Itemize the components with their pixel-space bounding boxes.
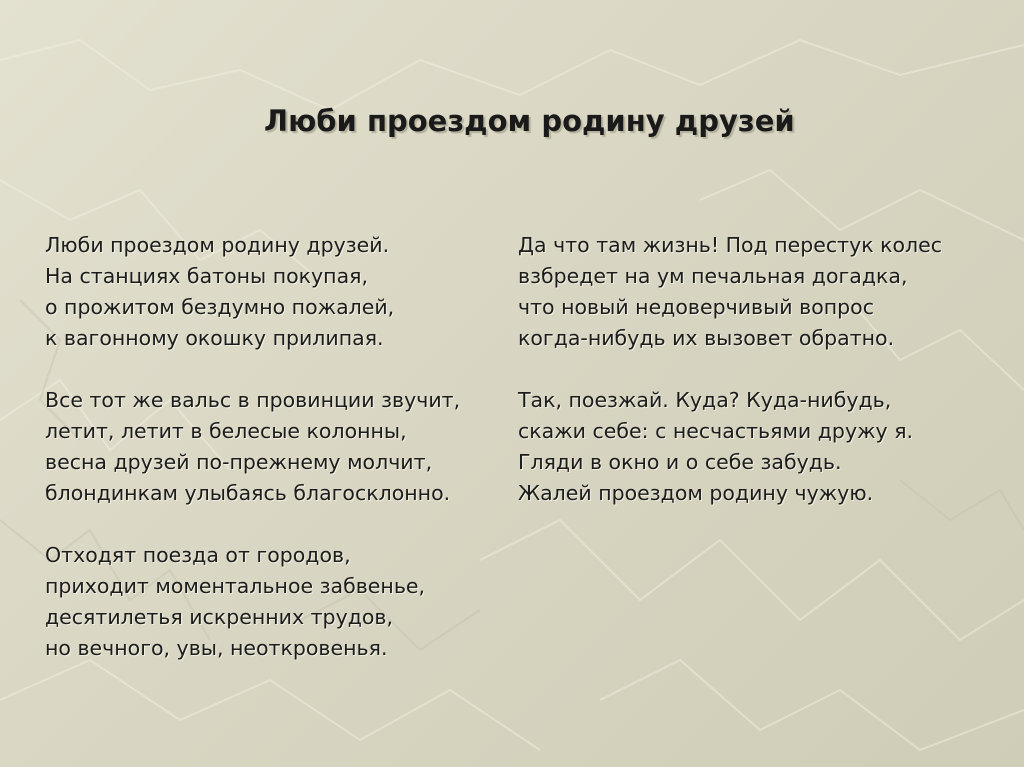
poem-line: Да что там жизнь! Под перестук колес — [518, 233, 943, 257]
poem-line: летит, летит в белесые колонны, — [45, 419, 407, 443]
poem-line: взбредет на ум печальная догадка, — [518, 264, 908, 288]
poem-line: На станциях батоны покупая, — [45, 264, 368, 288]
poem-line: когда-нибудь их вызовет обратно. — [518, 326, 895, 350]
poem-line: о прожитом бездумно пожалей, — [45, 295, 395, 319]
slide-title: Люби проездом родину друзей — [264, 104, 795, 138]
poem-line: Жалей проездом родину чужую. — [518, 481, 874, 505]
poem-left-column — [45, 230, 515, 695]
poem-line: Так, поезжай. Куда? Куда-нибудь, — [518, 388, 892, 412]
poem-right-column — [518, 230, 988, 540]
stanza-1 — [45, 230, 515, 354]
poem-line: блондинкам улыбаясь благосклонно. — [45, 481, 451, 505]
poem-line: Люби проездом родину друзей. — [45, 233, 390, 257]
poem-line: что новый недоверчивый вопрос — [518, 295, 874, 319]
poem-line: приходит моментальное забвенье, — [45, 574, 426, 598]
poem-line: скажи себе: с несчастьями дружу я. — [518, 419, 914, 443]
stanza-5 — [518, 385, 988, 509]
stanza-3 — [45, 540, 515, 664]
poem-line: но вечного, увы, неоткровенья. — [45, 636, 388, 660]
poem-line: Гляди в окно и о себе забудь. — [518, 450, 842, 474]
poem-line: Отходят поезда от городов, — [45, 543, 351, 567]
poem-line: Все тот же вальс в провинции звучит, — [45, 388, 461, 412]
stanza-2 — [45, 385, 515, 509]
poem-line: к вагонному окошку прилипая. — [45, 326, 384, 350]
poem-line: десятилетья искренних трудов, — [45, 605, 394, 629]
stanza-4 — [518, 230, 988, 354]
poem-line: весна друзей по-прежнему молчит, — [45, 450, 433, 474]
